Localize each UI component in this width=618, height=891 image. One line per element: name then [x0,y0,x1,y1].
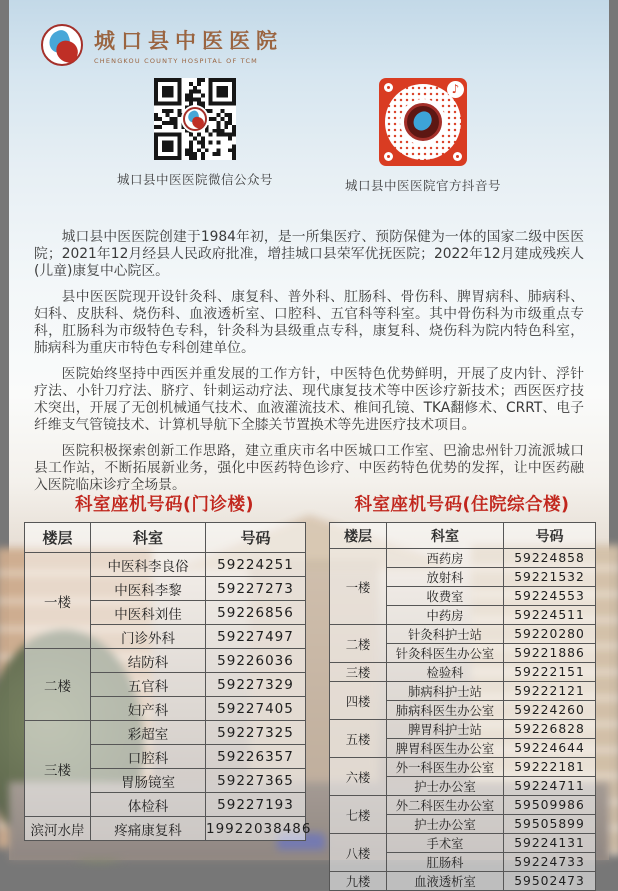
department-cell: 针灸科医生办公室 [387,644,504,663]
phone-number-cell: 59222181 [504,758,596,777]
floor-cell: 三楼 [330,663,387,682]
table-row [330,682,596,701]
phone-number-cell: 59226036 [206,649,306,673]
intro-paragraph: 医院积极探索创新工作思路，建立重庆市名中医城口工作室、巴渝忠州针刀流派城口县工作站，不断拓展新业务，强化中医药特色诊疗、中医药特色优势的发挥，让中医药融入医院临床诊疗全场景。 [34,442,584,494]
phone-number-cell: 59509986 [504,796,596,815]
intro-paragraphs [34,229,584,502]
floor-cell: 九楼 [330,872,387,891]
department-cell: 收费室 [387,587,504,606]
phone-number-cell: 59227405 [206,697,306,721]
department-cell: 口腔科 [91,745,206,769]
department-cell: 手术室 [387,834,504,853]
intro-paragraph: 医院始终坚持中西医并重发展的工作方针，中医特色优势鲜明，开展了皮内针、浮针疗法、小针刀疗法、脐疗、针刺运动疗法、现代康复技术等中医诊疗新技术；西医医疗技术突出，开展了无创机械通气技术、血液灌流技术、椎间孔镜、TKA翻修术、CRRT、电子纤维支气管镜技术、计算机导航下全膝关节置换术等先进医疗技术项目。 [34,365,584,434]
table-row [330,872,596,891]
douyin-qr-label: 城口县中医医院官方抖音号 [344,178,501,193]
phone-number-cell: 59222121 [504,682,596,701]
floor-cell: 五楼 [330,720,387,758]
inpatient-phone-table [329,522,596,891]
douyin-qr-block [333,78,513,194]
department-cell: 血液透析室 [387,872,504,891]
table-row [330,549,596,568]
phone-number-cell: 59502473 [504,872,596,891]
table-row [330,758,596,777]
table-row [25,721,306,745]
phone-number-cell: 59227365 [206,769,306,793]
table-row [330,834,596,853]
column-header: 楼层 [330,523,387,549]
table-row [330,625,596,644]
column-header: 楼层 [25,523,91,553]
column-header: 科室 [387,523,504,549]
phone-number-cell: 59221886 [504,644,596,663]
department-cell: 体检科 [91,793,206,817]
table-row [25,817,306,841]
outpatient-table-title: 科室座机号码(门诊楼) [75,495,254,515]
column-header: 号码 [504,523,596,549]
department-cell: 妇产科 [91,697,206,721]
phone-number-cell: 59224733 [504,853,596,872]
floor-cell: 二楼 [25,649,91,721]
intro-paragraph: 县中医医院现开设针灸科、康复科、普外科、肛肠科、骨伤科、脾胃病科、肺病科、妇科、皮肤科、烧伤科、血液透析室、口腔科、五官科等科室。其中骨伤科为市级重点专科，肛肠科为市级特色专科，针灸科为县级重点专科，康复科、烧伤科为院内特色科室，肺病科为重庆市特色专科创建单位。 [34,288,584,357]
phone-number-cell: 59224511 [504,606,596,625]
floor-cell: 六楼 [330,758,387,796]
wechat-qr-seal-icon [183,107,207,131]
department-cell: 结防科 [91,649,206,673]
floor-cell: 三楼 [25,721,91,817]
hospital-name-block [94,25,283,65]
department-cell: 脾胃科医生办公室 [387,739,504,758]
department-cell: 西药房 [387,549,504,568]
department-cell: 彩超室 [91,721,206,745]
department-cell: 中医科李良俗 [91,553,206,577]
department-cell: 护士办公室 [387,777,504,796]
department-cell: 门诊外科 [91,625,206,649]
phone-number-cell: 59226828 [504,720,596,739]
phone-number-cell: 59220280 [504,625,596,644]
table-header-row [330,523,596,549]
douyin-qr-seal-icon [404,103,442,141]
hospital-seal-icon [41,24,83,66]
douyin-music-note-icon: ♪ [447,81,464,98]
department-cell: 肺病科护士站 [387,682,504,701]
wechat-qr-block [105,78,285,188]
phone-number-cell: 59227329 [206,673,306,697]
floor-cell: 滨河水岸 [25,817,91,841]
column-header: 号码 [206,523,306,553]
header [41,24,283,66]
table-row [330,796,596,815]
phone-number-cell: 59227193 [206,793,306,817]
table-row [25,649,306,673]
department-cell: 脾胃科护士站 [387,720,504,739]
phone-number-cell: 59227497 [206,625,306,649]
floor-cell: 八楼 [330,834,387,872]
phone-number-cell: 59505899 [504,815,596,834]
phone-number-cell: 59224131 [504,834,596,853]
seal-blue-shape [410,109,434,132]
floor-cell: 七楼 [330,796,387,834]
floor-cell: 一楼 [25,553,91,649]
table-row [330,663,596,682]
phone-number-cell: 59224644 [504,739,596,758]
department-cell: 中医科刘佳 [91,601,206,625]
phone-number-cell: 59224260 [504,701,596,720]
wechat-qr-code [154,78,236,160]
douyin-qr-corner-dot [382,150,395,163]
douyin-qr-corner-dot [451,150,464,163]
phone-number-cell: 59224858 [504,549,596,568]
phone-number-cell: 59222151 [504,663,596,682]
department-cell: 针灸科护士站 [387,625,504,644]
hospital-name-cn: 城口县中医医院 [94,28,283,53]
department-cell: 检验科 [387,663,504,682]
outpatient-phone-table [24,522,312,841]
floor-cell: 一楼 [330,549,387,625]
table-row [330,720,596,739]
douyin-qr-corner-dot [382,81,395,94]
column-header: 科室 [91,523,206,553]
department-cell: 肺病科医生办公室 [387,701,504,720]
department-cell: 疼痛康复科 [91,817,206,841]
phone-number-cell: 59227325 [206,721,306,745]
department-cell: 中药房 [387,606,504,625]
hospital-name-en: CHENGKOU COUNTY HOSPITAL OF TCM [94,57,258,65]
phone-number-cell: 59224711 [504,777,596,796]
phone-number-cell: 59221532 [504,568,596,587]
poster-page [9,0,609,889]
department-cell: 外一科医生办公室 [387,758,504,777]
phone-number-cell: 19922038486 [206,817,306,841]
table-header-row [25,523,306,553]
phone-number-cell: 59226357 [206,745,306,769]
phone-number-cell: 59227273 [206,577,306,601]
seal-red-shape [54,39,80,64]
phone-number-cell: 59224251 [206,553,306,577]
department-cell: 护士办公室 [387,815,504,834]
floor-cell: 四楼 [330,682,387,720]
floor-cell: 二楼 [330,625,387,663]
department-cell: 中医科李黎 [91,577,206,601]
table-row [25,553,306,577]
department-cell: 肛肠科 [387,853,504,872]
department-cell: 放射科 [387,568,504,587]
department-cell: 外二科医生办公室 [387,796,504,815]
department-cell: 胃肠镜室 [91,769,206,793]
douyin-qr-code [379,78,467,166]
seal-red-shape [191,116,205,129]
phone-number-cell: 59226856 [206,601,306,625]
phone-number-cell: 59224553 [504,587,596,606]
intro-paragraph: 城口县中医医院创建于1984年初，是一所集医疗、预防保健为一体的国家二级中医医院；2021年12月经县人民政府批准，增挂城口县荣军优抚医院；2022年12月建成残疾人(儿童)康复中心院区。 [34,229,584,280]
wechat-qr-label: 城口县中医医院微信公众号 [116,172,273,187]
inpatient-table-title: 科室座机号码(住院综合楼) [354,495,570,515]
department-cell: 五官科 [91,673,206,697]
